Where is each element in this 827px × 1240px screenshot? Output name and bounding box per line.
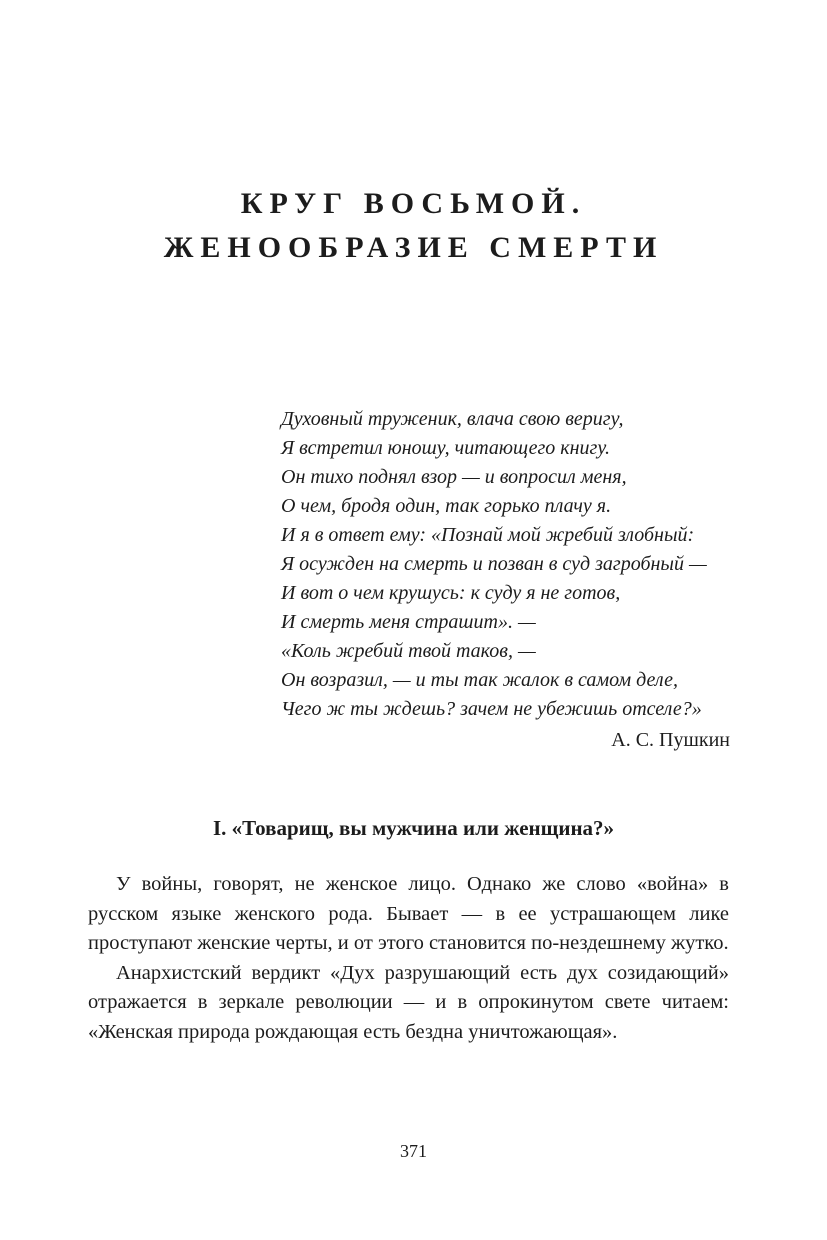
paragraph: У войны, говорят, не женское лицо. Однако же слово «война» в русском языке женского рода. Бывает — в ее устрашающем лике проступают женские черты, и от этого становится по-нездешнему жутко.	[88, 873, 729, 954]
chapter-title	[0, 182, 827, 270]
epigraph-line: Духовный труженик, влача свою веригу,	[281, 408, 624, 430]
epigraph	[281, 405, 731, 724]
epigraph-line: О чем, бродя один, так горько плачу я.	[281, 495, 612, 517]
chapter-title-line-1: КРУГ ВОСЬМОЙ.	[240, 187, 587, 220]
epigraph-line: «Коль жребий твой таков, —	[281, 640, 536, 662]
epigraph-line: И смерть меня страшит». —	[281, 611, 536, 633]
epigraph-line: Я осужден на смерть и позван в суд загробный —	[281, 553, 707, 575]
chapter-title-line-2: ЖЕНООБРАЗИЕ СМЕРТИ	[163, 231, 664, 264]
epigraph-line: И вот о чем крушусь: к суду я не готов,	[281, 582, 621, 604]
epigraph-line: Он возразил, — и ты так жалок в самом деле,	[281, 669, 678, 691]
body-text	[88, 870, 729, 1047]
epigraph-line: Он тихо поднял взор — и вопросил меня,	[281, 466, 627, 488]
paragraph: Анархистский вердикт «Дух разрушающий есть дух созидающий» отражается в зеркале революции — и в опрокинутом свете читаем: «Женская природа рождающая есть бездна уничтожающая».	[88, 961, 729, 1043]
epigraph-line: Я встретил юношу, читающего книгу.	[281, 437, 610, 459]
epigraph-line: И я в ответ ему: «Познай мой жребий злобный:	[281, 524, 695, 546]
page-number: 371	[400, 1141, 427, 1161]
section-heading: I. «Товарищ, вы мужчина или женщина?»	[212, 816, 615, 840]
epigraph-line: Чего ж ты ждешь? зачем не убежишь отселе?»	[281, 698, 702, 720]
epigraph-author: А. С. Пушкин	[611, 729, 730, 751]
